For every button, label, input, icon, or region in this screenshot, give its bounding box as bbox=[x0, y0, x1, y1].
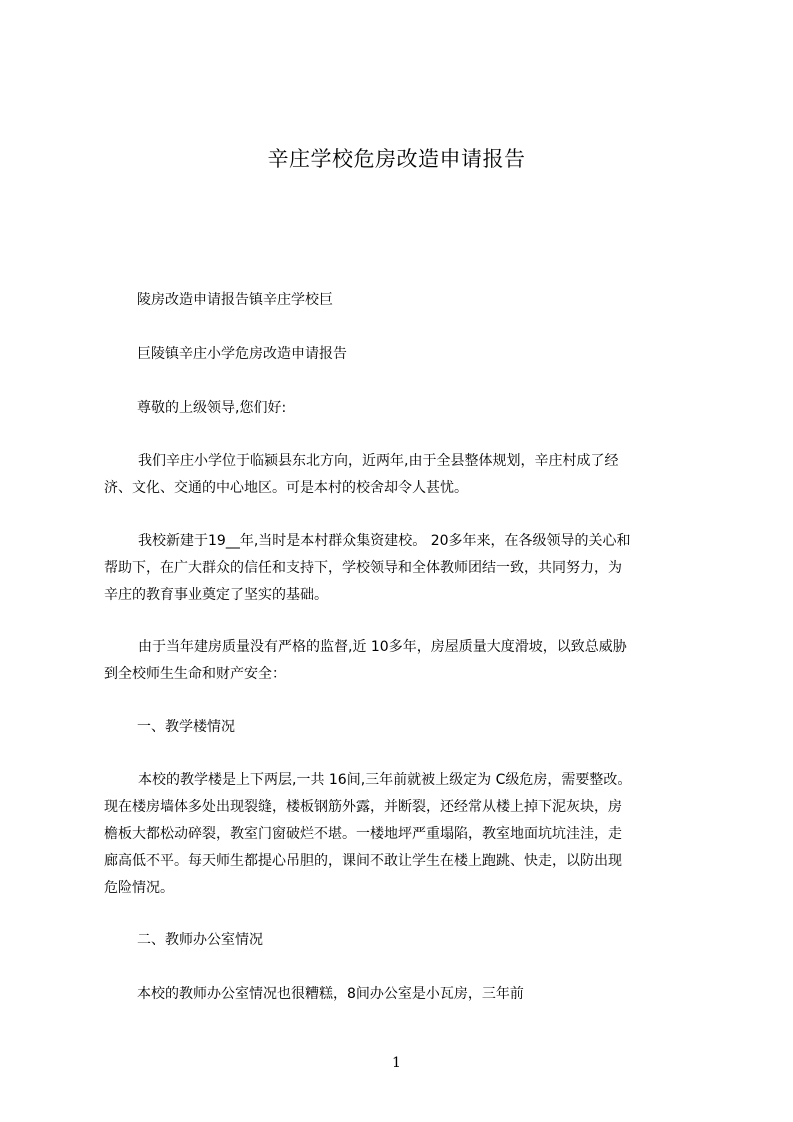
paragraph-line: 檐板大都松动碎裂，教室门窗破烂不堪。一楼地坪严重塌陷，教室地面坑坑洼洼，走 bbox=[104, 826, 622, 842]
document-title: 辛庄学校危房改造申请报告 bbox=[267, 147, 526, 171]
paragraph-line: 二、教师办公室情况 bbox=[137, 932, 263, 948]
paragraph-8 bbox=[104, 767, 631, 902]
paragraph-line: 济、文化、交通的中心地区。可是本村的校舍却令人甚忧。 bbox=[104, 480, 468, 496]
section-heading-1 bbox=[137, 714, 235, 741]
paragraph-line: 我校新建于19__年,当时是本村群众集资建校。 20多年来，在各级领导的关心和 bbox=[138, 533, 631, 549]
paragraph-line: 巨陵镇辛庄小学危房改造申请报告 bbox=[137, 346, 347, 362]
salutation bbox=[137, 395, 286, 422]
paragraph-4 bbox=[104, 448, 618, 502]
paragraph-line: 现在楼房墙体多处出现裂缝，楼板钢筋外露，并断裂，还经常从楼上掉下泥灰块，房 bbox=[104, 799, 622, 815]
paragraph-line: 尊敬的上级领导,您们好: bbox=[137, 400, 287, 416]
paragraph-2 bbox=[137, 341, 347, 368]
paragraph-line: 到全校师生生命和财产安全： bbox=[104, 666, 286, 682]
paragraph-line: 辛庄的教育事业奠定了坚实的基础。 bbox=[104, 587, 328, 603]
paragraph-line: 本校的教学楼是上下两层,一共 16间,三年前就被上级定为 C级危房，需要整改。 bbox=[138, 772, 632, 788]
paragraph-line: 本校的教师办公室情况也很糟糕，8间办公室是小瓦房，三年前 bbox=[137, 986, 524, 1002]
paragraph-line: 陵房改造申请报告镇辛庄学校巨 bbox=[137, 292, 333, 308]
paragraph-line: 帮助下，在广大群众的信任和支持下，学校领导和全体教师团结一致，共同努力，为 bbox=[104, 560, 622, 576]
paragraph-line: 由于当年建房质量没有严格的监督,近 10多年，房屋质量大度滑坡，以致总威胁 bbox=[138, 639, 627, 655]
page-number: 1 bbox=[392, 1055, 401, 1071]
paragraph-10 bbox=[137, 981, 524, 1008]
paragraph-line: 危险情况。 bbox=[104, 880, 174, 896]
paragraph-5 bbox=[104, 528, 631, 609]
paragraph-line: 我们辛庄小学位于临颍县东北方向，近两年,由于全县整体规划，辛庄村成了经 bbox=[138, 453, 619, 469]
paragraph-1 bbox=[137, 287, 333, 314]
paragraph-line: 廊高低不平。每天师生都提心吊胆的，课间不敢让学生在楼上跑跳、快走，以防出现 bbox=[104, 853, 622, 869]
paragraph-6 bbox=[104, 634, 627, 688]
section-heading-2 bbox=[137, 927, 263, 954]
paragraph-line: 一、教学楼情况 bbox=[137, 719, 235, 735]
